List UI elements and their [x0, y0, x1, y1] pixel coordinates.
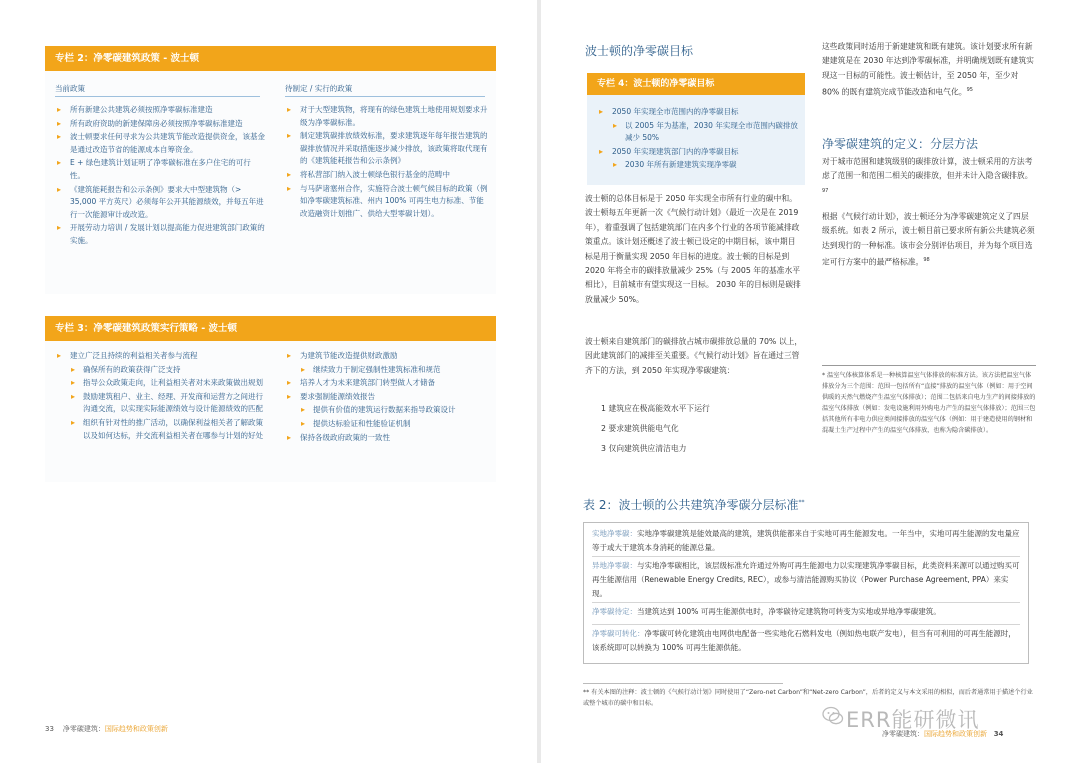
approach-list	[601, 399, 801, 459]
box3-col2-list	[285, 350, 490, 445]
box2-title: 专栏 2：净零碳建筑政策 - 波士顿	[45, 46, 496, 71]
right-footer-subtitle: 国际趋势和政策创新	[924, 730, 987, 738]
box4-list	[597, 106, 802, 173]
para-definition-tiers-text: 根据《气候行动计划》，波士顿还分为净零碳建筑定义了四层级系统。如表 2 所示，波士顿目前已要求所有新公共建筑必须达到现行的一种标准。该市会分别评估项目，并为每个项目选定可行方案中的最严格标准。	[822, 212, 1035, 267]
list-item: ▸ 要求强制能源绩效报告	[285, 391, 490, 404]
left-footer-title: 净零碳建筑：	[62, 725, 105, 733]
list-item: ▸ 提供达标验证和性能验证机制	[285, 418, 490, 431]
table-row	[584, 559, 1028, 601]
para-definition-tiers	[822, 210, 1036, 270]
heading-boston-target: 波士顿的净零碳目标	[585, 44, 694, 58]
heading-definition: 净零碳建筑的定义：分层方法	[822, 137, 979, 151]
table-separator	[592, 602, 1020, 603]
list-item: ▸ 指导公众政策走向，让利益相关者对未来政策做出规划	[55, 377, 270, 390]
box2-col2-title: 待制定 / 实行的政策	[285, 84, 353, 93]
para-policies-apply-ref: 95	[966, 87, 973, 94]
right-page-number: 34	[993, 730, 1004, 738]
para-definition	[822, 155, 1036, 201]
table-title-text: 表 2：波士顿的公共建筑净零碳分层标准	[583, 498, 799, 512]
table-title	[583, 496, 804, 513]
footnote-ghg: * 温室气体核算体系是一种核算温室气体排放的标准方法。该方法把温室气体排放分为三个范围：范围一包括所有“直接”排放的温室气体（例如：用于空间供暖的天然气燃烧产生温室气体排放）；范围二包括来自电力生产的间接排放的温室气体排放（例如：发电设施利用外购电力产生的温室气体排放）；范围三包括其他所有非电力供应类间接排放的温室气体（例如：用于建造使用的钢材和混凝土生产过程中产生的温室气体排放，也称为隐含碳排放）。	[822, 372, 1036, 434]
left-footer-subtitle: 国际趋势和政策创新	[104, 725, 168, 733]
list-item: 3 仅向建筑供应清洁电力	[601, 444, 687, 453]
list-item: ▸ 所有政府资助的新建保障房必须按照净零碳标准建造	[55, 118, 265, 131]
para-policies-apply-text: 这些政策同时适用于新建建筑和既有建筑。该计划要求所有新建建筑是在 2030 年达到净零碳标准，并明确规划既有建筑实现这一目标的可能性。波士顿估计，至 2050 年，至少对 80% 的既有建筑完成节能改造和电气化。	[822, 42, 1034, 97]
para-definition-ref: 97	[822, 187, 829, 194]
list-item: ▸ 提供有价值的建筑运行数据来指导政策设计	[285, 404, 490, 417]
para-boston-goal: 波士顿的总体目标是于 2050 年实现全市所有行业的碳中和。波士顿每五年更新一次《气候行动计划》（最近一次是在 2019 年），着重强调了包括建筑部门在内多个行业的各项节能减排政策重点。该计划还概述了波士顿已设定的中期目标，该中期目标是用于衡量实现 2050 年目标的进度。波士顿的目标是到 2020 年将全市的碳排放量减少 25%（与 2005 年的基准水平相比），目前城市有望实现这一目标。 2030 年的目标则是碳排放量减少 50%。	[585, 194, 801, 304]
list-item: ▸ 继续致力于制定强制性建筑标准和规范	[285, 364, 490, 377]
list-item: ▸ 2050 年实现全市范围内的净零碳目标	[597, 106, 802, 119]
table-row-term: 净零碳待定：	[592, 607, 637, 616]
list-item: ▸ 培养人才为未来建筑部门转型做人才储备	[285, 377, 490, 390]
table-row-text: 当建筑达到 100% 可再生能源供电时，净零碳待定建筑物可转变为实地或异地净零碳建筑。	[637, 607, 941, 616]
box3-col1-list	[55, 350, 270, 443]
para-building-emissions: 波士顿来自建筑部门的碳排放占城市碳排放总量的 70% 以上，因此建筑部门的减排至关重要。《气候行动计划》旨在通过三管齐下的方法，到 2050 年实现净零碳建筑：	[585, 337, 803, 375]
table-separator	[592, 624, 1020, 625]
list-item: ▸ 《建筑能耗报告和公示条例》要求大中型建筑物（> 35,000 平方英尺）必须每年公开其能源绩效，并每五年进行一次能源审计或改造。	[55, 184, 265, 222]
list-item: ▸ 保持各级政府政策的一致性	[285, 432, 490, 445]
list-item: ▸ 确保所有的政策获得广泛支持	[55, 364, 270, 377]
box4	[587, 73, 805, 185]
box3-title: 专栏 3：净零碳建筑政策实行策略 - 波士顿	[45, 316, 496, 341]
box2-col2-list	[285, 104, 490, 221]
wechat-logo-icon	[822, 705, 844, 727]
list-item: ▸ 组织有针对性的推广活动，以确保利益相关者了解政策以及如何达标，并交流利益相关者在哪参与计划的好处	[55, 417, 270, 442]
table-separator	[592, 556, 1020, 557]
list-item: 2 要求建筑供能电气化	[601, 424, 679, 433]
list-item: 1 建筑应在极高能效水平下运行	[601, 404, 710, 413]
list-item: ▸ 为建筑节能改造提供财政激励	[285, 350, 490, 363]
list-item: ▸ 所有新建公共建筑必须按照净零碳标准建造	[55, 104, 265, 117]
para-definition-tiers-ref: 98	[923, 257, 930, 264]
left-footer	[45, 724, 168, 734]
table-row-text: 净零碳可转化建筑由电网供电配备一些实地化石燃料发电（例如热电联产发电），但当有可利用的可再生能源时，该系统即可以转换为 100% 可再生能源供能。	[592, 629, 1016, 652]
list-item: ▸ 2050 年实现建筑部门内的净零碳目标	[597, 146, 802, 159]
table-row-text: 实地净零碳建筑是能效最高的建筑，建筑供能都来自于实地可再生能源发电。一年当中，实地可再生能源的发电量应等于或大于建筑本身消耗的能源总量。	[592, 529, 1020, 552]
box2-col1-list	[55, 104, 265, 249]
table-row-text: 与实地净零碳相比，该层级标准允许通过外购可再生能源电力以实现建筑净零碳目标，此类资料来源可以通过购买可再生能源信用（Renewable Energy Credits, REC），或参与清洁能源购买协议（Power Purchase Agreement, PPA）来实现。	[592, 561, 1020, 598]
list-item: ▸ 制定建筑碳排放绩效标准，要求建筑逐年每年报告建筑的碳排放情况并采取措施逐步减少排放，该政策将取代现有的《建筑能耗报告和公示条例》	[285, 130, 490, 168]
list-item: ▸ 波士顿要求任何寻求为公共建筑节能改造提供资金，该基金是通过改造节省的能源成本自筹资金。	[55, 131, 265, 156]
tier-table	[583, 522, 1029, 664]
list-item: ▸ 与马萨诸塞州合作，实施符合波士顿气候目标的政策（例如净零碳建筑标准、州内 100% 可再生电力标准、节能改造融资计划推广、供给大型零碳计划）。	[285, 183, 490, 221]
table-row	[584, 627, 1028, 655]
box2-col1-rule	[55, 96, 260, 97]
left-page-number: 33	[45, 725, 54, 733]
table-row	[584, 527, 1028, 555]
table-row-term: 实地净零碳：	[592, 529, 637, 538]
list-item: ▸ 建立广泛且持续的利益相关者参与流程	[55, 350, 270, 363]
list-item: ▸ E + 绿色建筑计划证明了净零碳标准在多户住宅的可行性。	[55, 157, 265, 182]
right-footer-title: 净零碳建筑：	[882, 730, 924, 738]
table-row-term: 异地净零碳：	[592, 561, 637, 570]
box4-title: 专栏 4：波士顿的净零碳目标	[587, 73, 805, 95]
list-item: ▸ 以 2005 年为基准，2030 年实现全市范围内碳排放减少 50%	[597, 120, 802, 145]
footnote-rule-table	[583, 683, 783, 684]
box2	[45, 46, 496, 294]
table-row	[584, 605, 1028, 619]
para-policies-apply	[822, 40, 1036, 100]
footnote-table: ** 有关本图的注释：波士顿的《气候行动计划》同时使用了“Zero-net Carbon”和“Net-zero Carbon”，后者的定义与本文采用的相似，而后者通常用于描述个行业或整个城市的碳中和目标。	[583, 689, 1033, 707]
watermark: ERR能研微讯	[846, 708, 980, 732]
para-definition-text: 对于城市范围和建筑级别的碳排放计算，波士顿采用的方法考虑了范围一和范围二相关的碳排放，但并未计入隐含碳排放。	[822, 157, 1033, 181]
table-title-ref: **	[798, 499, 805, 506]
list-item: ▸ 对于大型建筑物，将现有的绿色建筑土地使用规划要求升级为净零碳标准。	[285, 104, 490, 129]
table-row-term: 净零碳可转化：	[592, 629, 645, 638]
list-item: ▸ 将私营部门纳入波士顿绿色银行基金的范畴中	[285, 169, 490, 182]
box2-col1-title: 当前政策	[55, 84, 85, 93]
box3	[45, 316, 496, 482]
footnote-rule-right	[822, 365, 1036, 366]
list-item: ▸ 开展劳动力培训 / 发展计划以提高能力促进建筑部门政策的实施。	[55, 222, 265, 247]
list-item: ▸ 2030 年所有新建建筑实现净零碳	[597, 159, 802, 172]
list-item: ▸ 鼓励建筑租户、业主、经理、开发商和运营方之间进行沟通交流，以实现实际能源绩效与设计能源绩效的匹配	[55, 391, 270, 416]
box2-col2-rule	[285, 96, 485, 97]
